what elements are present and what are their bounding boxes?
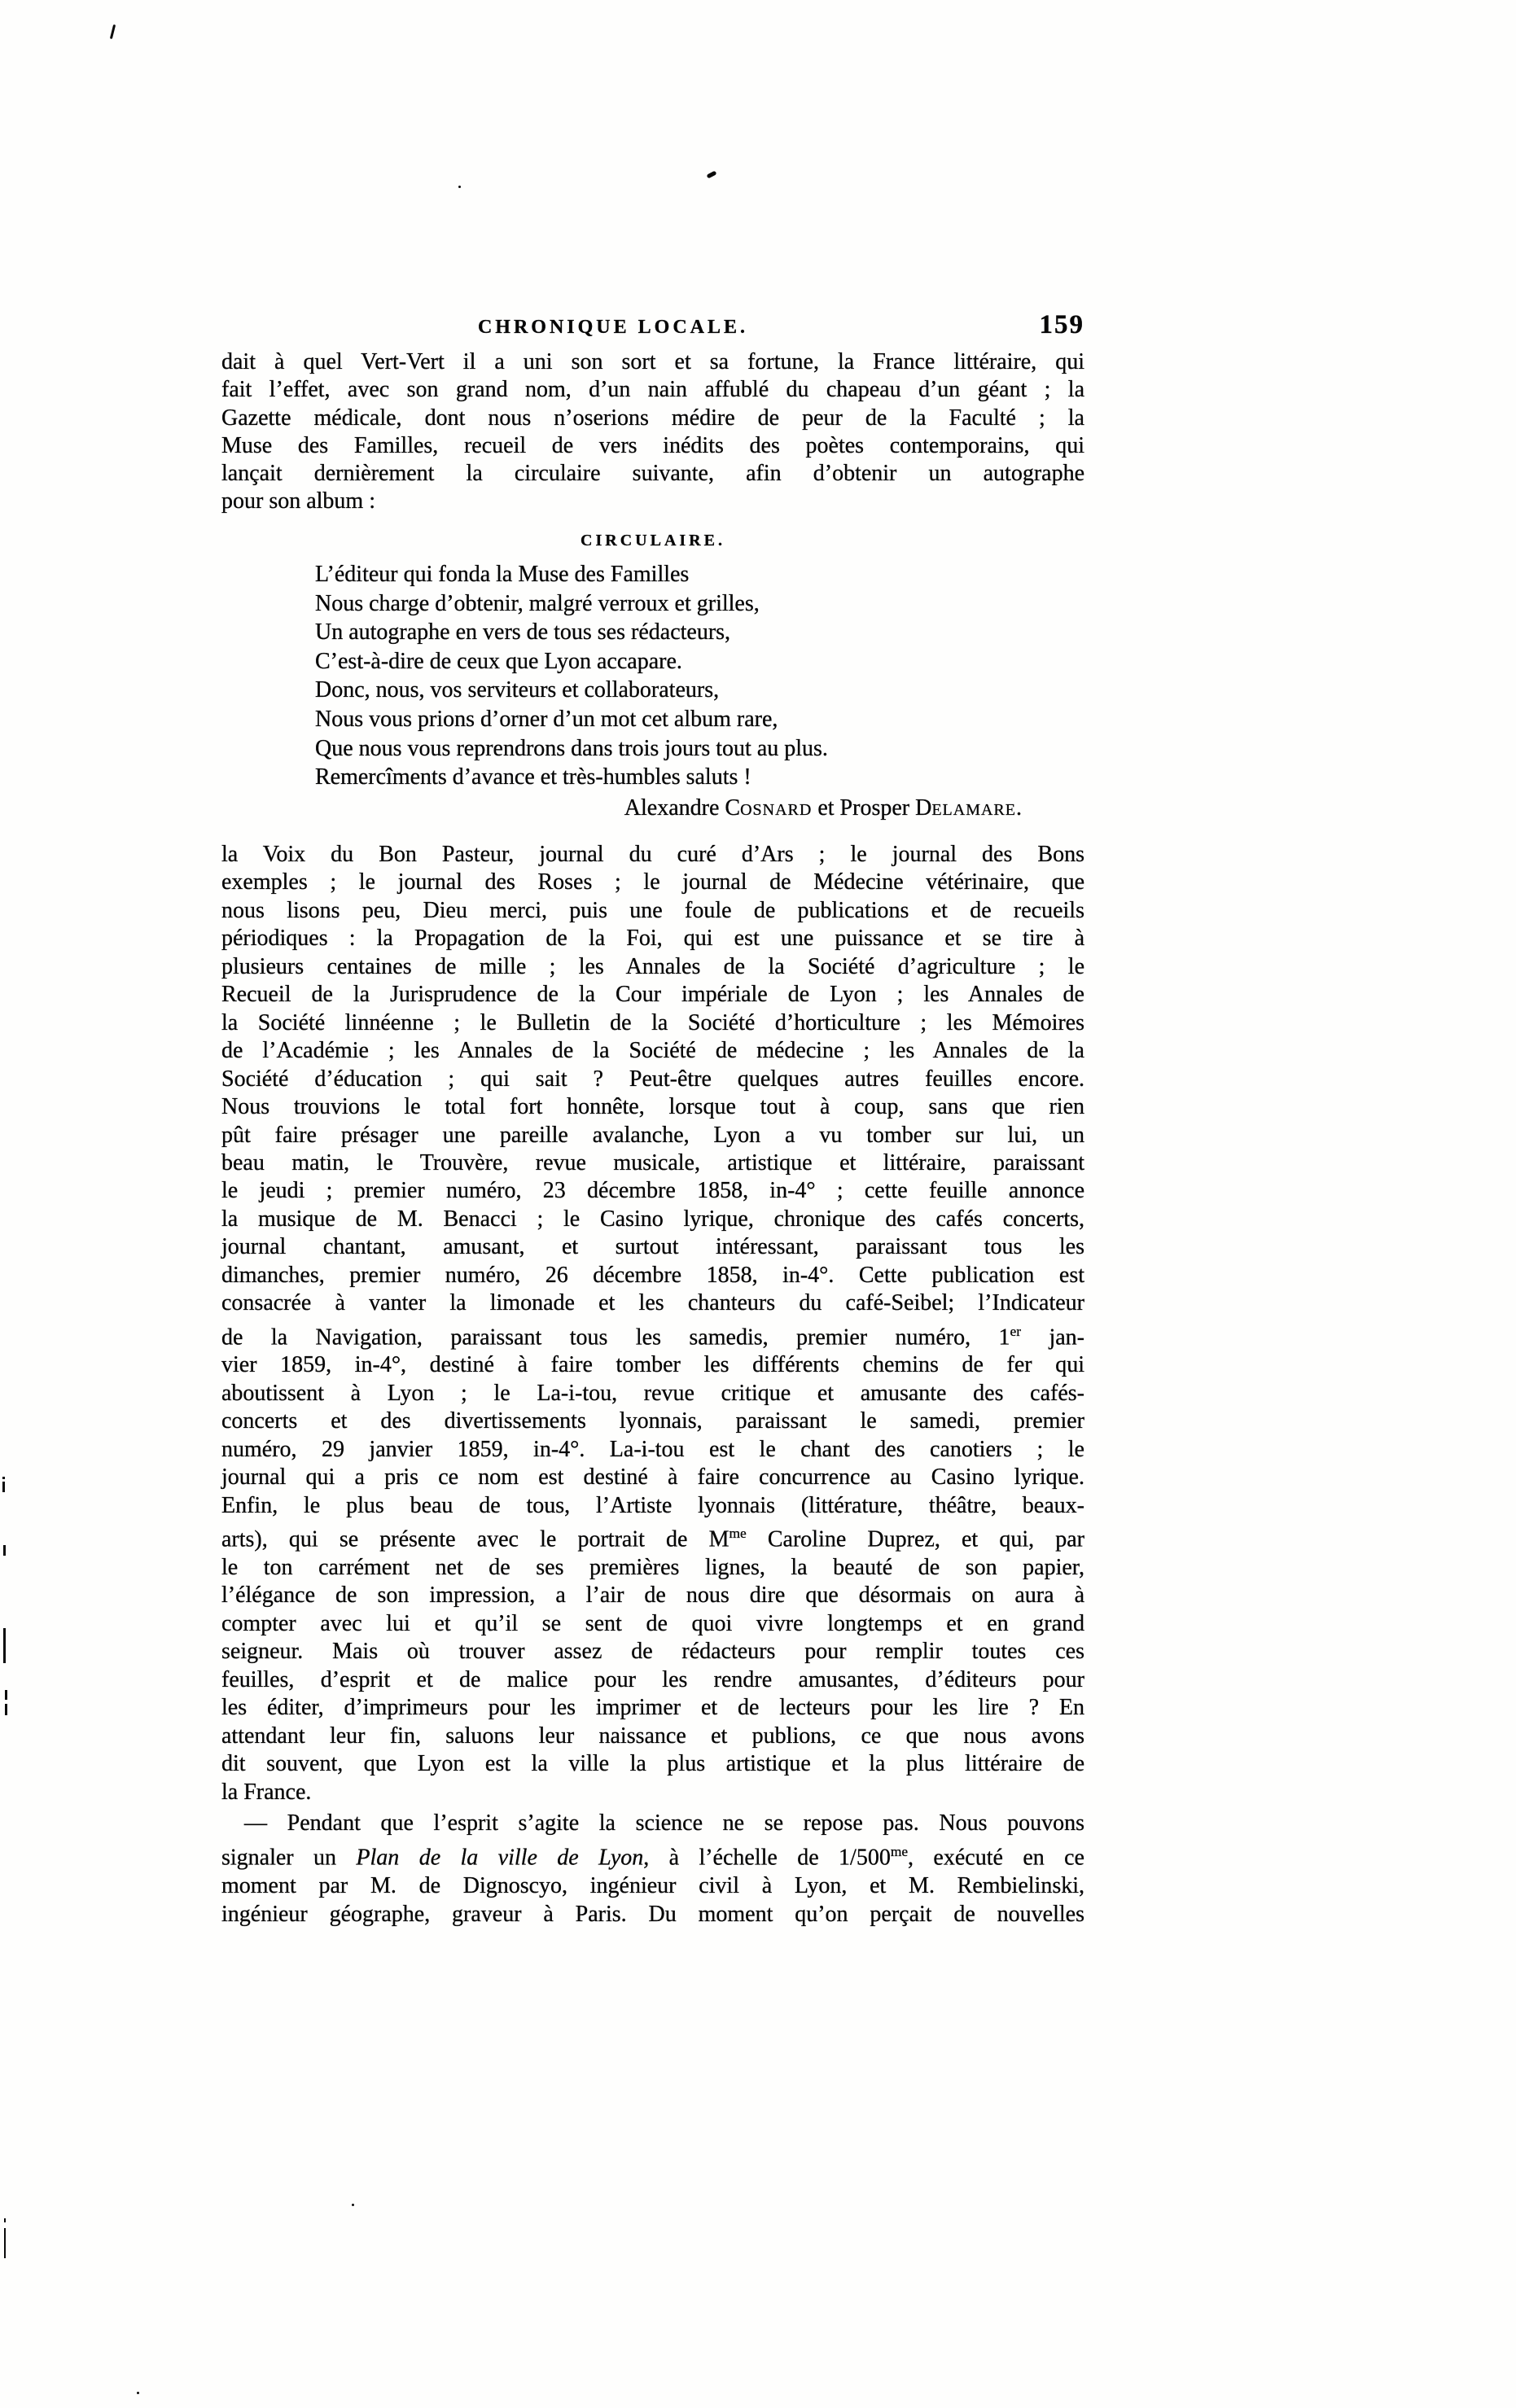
text-segment: Que nous vous reprendrons dans trois jours tout au plus.: [315, 735, 828, 761]
text-line: [221, 1233, 1084, 1261]
circular-verse: [315, 560, 828, 792]
text-segment: Recueil de la Jurisprudence de la Cour impériale de Lyon ; les Annales de: [221, 982, 1084, 1008]
text-segment: dait à quel Vert-Vert il a uni son sort et sa fortune, la France littéraire, qui: [221, 349, 1084, 374]
text-segment: nous lisons peu, Dieu merci, puis une foule de publications et de recueils: [221, 897, 1084, 923]
scan-artifact: [352, 2204, 354, 2206]
text-line: [221, 1638, 1084, 1666]
text-segment: les éditer, d’imprimeurs pour les imprimer et de lecteurs pour les lire ? En: [221, 1695, 1084, 1721]
text-segment: l’élégance de son impression, a l’air de nous dire que désormais on aura à: [221, 1583, 1084, 1609]
text-segment: lançait dernièrement la circulaire suivante, afin d’obtenir un autographe: [221, 461, 1084, 487]
text-segment: seigneur. Mais où trouver assez de rédacteurs pour remplir toutes ces: [221, 1639, 1084, 1665]
text-line: [221, 1809, 1084, 1837]
text-segment: pût faire présager une pareille avalanche, Lyon a vu tomber sur lui, un: [221, 1122, 1084, 1148]
text-line: [221, 1520, 1084, 1554]
text-segment: Muse des Familles, recueil de vers inédits des poètes contemporains, qui: [221, 432, 1084, 458]
text-line: [315, 647, 828, 676]
text-line: [221, 1093, 1084, 1121]
text-line: [221, 1694, 1084, 1722]
text-line: [221, 1750, 1084, 1778]
scan-artifact: [137, 2392, 139, 2394]
text-segment: la France.: [221, 1779, 312, 1805]
text-segment: Nous trouvions le total fort honnête, lorsque tout à coup, sans que rien: [221, 1094, 1084, 1120]
scan-artifact: [3, 1628, 6, 1663]
text-segment: beau matin, le Trouvère, revue musicale, artistique et littéraire, paraissant: [221, 1149, 1084, 1176]
text-line: [221, 1262, 1084, 1289]
scan-artifact: [110, 24, 116, 39]
text-line: [221, 1837, 1084, 1872]
scan-artifact: [2, 1477, 5, 1479]
scan-artifact: [2, 1482, 5, 1492]
scan-artifact: [4, 2218, 6, 2222]
text-line: [221, 1122, 1084, 1149]
text-segment: Nous charge d’obtenir, malgré verroux et grilles,: [315, 590, 760, 616]
text-segment: L’éditeur qui fonda la Muse des Familles: [315, 562, 690, 587]
text-segment: de la Navigation, paraissant tous les samedis, premier numéro, 1: [221, 1324, 1010, 1351]
text-segment: numéro, 29 janvier 1859, in-4°. La-i-tou est le chant des canotiers ; le: [221, 1436, 1084, 1462]
text-line: [315, 560, 828, 589]
text-segment: Caroline Duprez, et qui, par: [746, 1526, 1084, 1552]
text-line: [221, 1149, 1084, 1177]
text-line: [221, 1436, 1084, 1464]
intro-paragraph: [221, 348, 1084, 516]
text-line: [221, 488, 1084, 515]
text-segment: dit souvent, que Lyon est la ville la plus artistique et la plus littéraire de: [221, 1751, 1084, 1777]
text-line: [221, 869, 1084, 896]
text-line: [221, 1872, 1084, 1900]
text-segment: et Prosper D: [812, 795, 932, 821]
text-line: [221, 953, 1084, 981]
news-paragraph: [221, 841, 1084, 1806]
text-segment: la Société linnéenne ; le Bulletin de la Société d’horticulture ; les Mémoires: [221, 1009, 1084, 1035]
text-segment: Remercîments d’avance et très-humbles saluts !: [315, 764, 751, 790]
text-segment: Nous vous prions d’orner d’un mot cet album rare,: [315, 706, 778, 732]
scan-artifact: [3, 1545, 6, 1556]
text-segment: la Voix du Bon Pasteur, journal du curé d’Ars ; le journal des Bons: [221, 842, 1084, 867]
scan-artifact: [5, 1690, 7, 1700]
text-segment: journal qui a pris ce nom est destiné à faire concurrence au Casino lyrique.: [221, 1465, 1084, 1491]
text-segment: Un autographe en vers de tous ses rédacteurs,: [315, 620, 731, 646]
text-line: [221, 1206, 1084, 1233]
text-segment: pour son album :: [221, 488, 375, 514]
text-segment-smallcaps: osnard: [740, 795, 813, 821]
text-segment: C’est-à-dire de ceux que Lyon accapare.: [315, 648, 682, 674]
circular-heading: CIRCULAIRE.: [581, 532, 725, 549]
text-line: [221, 1610, 1084, 1638]
text-line: [221, 795, 1084, 822]
text-segment: Enfin, le plus beau de tous, l’Artiste lyonnais (littérature, théâtre, beaux-: [221, 1492, 1084, 1518]
text-line: [221, 981, 1084, 1009]
text-line: [221, 1554, 1084, 1582]
text-segment: , à l’échelle de 1/500: [643, 1845, 891, 1871]
text-segment-sup: er: [1010, 1323, 1022, 1339]
running-header: [221, 310, 1084, 348]
text-segment: le ton carrément net de ses premières lignes, la beauté de son papier,: [221, 1554, 1084, 1580]
text-line: [221, 1318, 1084, 1352]
text-line: [221, 1779, 1084, 1806]
text-segment: moment par M. de Dignoscyo, ingénieur civil à Lyon, et M. Rembielinski,: [221, 1873, 1084, 1899]
text-line: [221, 1009, 1084, 1037]
text-segment: concerts et des divertissements lyonnais, paraissant le samedi, premier: [221, 1408, 1084, 1434]
text-segment: arts), qui se présente avec le portrait de M: [221, 1526, 730, 1552]
text-segment: journal chantant, amusant, et surtout intéressant, paraissant tous les: [221, 1234, 1084, 1260]
page-number: 159: [1039, 310, 1084, 339]
text-segment: le jeudi ; premier numéro, 23 décembre 1858, in-4° ; cette feuille annonce: [221, 1178, 1084, 1204]
text-line: [221, 1723, 1084, 1750]
running-header-title: CHRONIQUE LOCALE.: [477, 317, 749, 338]
text-line: [221, 1066, 1084, 1093]
scan-artifact: [4, 2228, 6, 2258]
text-segment: aboutissent à Lyon ; le La-i-tou, revue critique et amusante des cafés-: [221, 1380, 1084, 1406]
text-line: [221, 460, 1084, 488]
text-line: [221, 1177, 1084, 1205]
text-segment-sup: me: [729, 1526, 747, 1542]
text-line: [221, 432, 1084, 460]
text-line: [221, 925, 1084, 952]
text-line: [221, 1666, 1084, 1694]
text-segment: Société d’éducation ; qui sait ? Peut-être quelques autres feuilles encore.: [221, 1066, 1084, 1092]
text-segment: — Pendant que l’esprit s’agite la science ne se repose pas. Nous pouvons: [244, 1810, 1084, 1836]
text-segment: , exécuté en ce: [908, 1845, 1084, 1871]
text-segment: vier 1859, in-4°, destiné à faire tomber les différents chemins de fer qui: [221, 1352, 1084, 1378]
text-segment: la musique de M. Benacci ; le Casino lyrique, chronique des cafés concerts,: [221, 1206, 1084, 1232]
text-segment: Gazette médicale, dont nous n’oserions médire de peur de la Faculté ; la: [221, 405, 1084, 431]
text-segment: consacrée à vanter la limonade et les chanteurs du café-Seibel; l’Indicateur: [221, 1290, 1084, 1316]
text-segment: ingénieur géographe, graveur à Paris. Du moment qu’on perçait de nouvelles: [221, 1902, 1084, 1928]
text-segment: fait l’effet, avec son grand nom, d’un nain affublé du chapeau d’un géant ; la: [221, 377, 1084, 403]
text-line: [315, 734, 828, 764]
text-line: [221, 841, 1084, 869]
text-line: [221, 1408, 1084, 1435]
text-segment-sup: me: [890, 1844, 909, 1859]
text-segment-smallcaps: elamare: [931, 795, 1016, 821]
text-line: [315, 763, 828, 792]
text-segment: attendant leur fin, saluons leur naissance et publions, ce que nous avons: [221, 1723, 1084, 1749]
text-segment: Donc, nous, vos serviteurs et collaborateurs,: [315, 677, 720, 703]
text-segment: plusieurs centaines de mille ; les Annales de la Société d’agriculture ; le: [221, 953, 1084, 979]
text-line: [221, 348, 1084, 376]
text-segment: jan-: [1021, 1324, 1084, 1351]
text-segment: de l’Académie ; les Annales de la Société de médecine ; les Annales de la: [221, 1038, 1084, 1064]
text-line: [221, 1492, 1084, 1520]
text-line: [221, 1037, 1084, 1065]
text-line: [315, 618, 828, 647]
text-line: [315, 589, 828, 619]
scan-artifact: [458, 186, 461, 188]
text-line: [315, 676, 828, 705]
text-line: [221, 1900, 1084, 1929]
text-segment-italic: Plan de la ville de Lyon: [356, 1845, 644, 1871]
text-line: [221, 897, 1084, 925]
text-line: [221, 1289, 1084, 1317]
text-segment: périodiques : la Propagation de la Foi, qui est une puissance et se tire à: [221, 926, 1084, 952]
text-segment: dimanches, premier numéro, 26 décembre 1858, in-4°. Cette publication est: [221, 1262, 1084, 1288]
text-line: [221, 1351, 1084, 1379]
text-line: [221, 1582, 1084, 1609]
text-segment: Alexandre C: [624, 795, 741, 821]
text-segment: feuilles, d’esprit et de malice pour les rendre amusantes, d’éditeurs pour: [221, 1666, 1084, 1692]
science-paragraph: [221, 1809, 1084, 1929]
text-segment: signaler un: [221, 1845, 357, 1871]
text-line: [315, 705, 828, 734]
text-segment: compter avec lui et qu’il se sent de quoi vivre longtemps et en grand: [221, 1610, 1084, 1636]
scan-artifact: [5, 1704, 7, 1715]
circular-signature: [221, 795, 1084, 822]
text-line: [221, 376, 1084, 404]
text-line: [221, 1464, 1084, 1491]
text-segment: exemples ; le journal des Roses ; le journal de Médecine vétérinaire, que: [221, 869, 1084, 895]
text-line: [221, 1380, 1084, 1408]
text-line: [221, 405, 1084, 432]
scan-artifact: [707, 170, 717, 178]
text-segment: .: [1016, 795, 1022, 821]
